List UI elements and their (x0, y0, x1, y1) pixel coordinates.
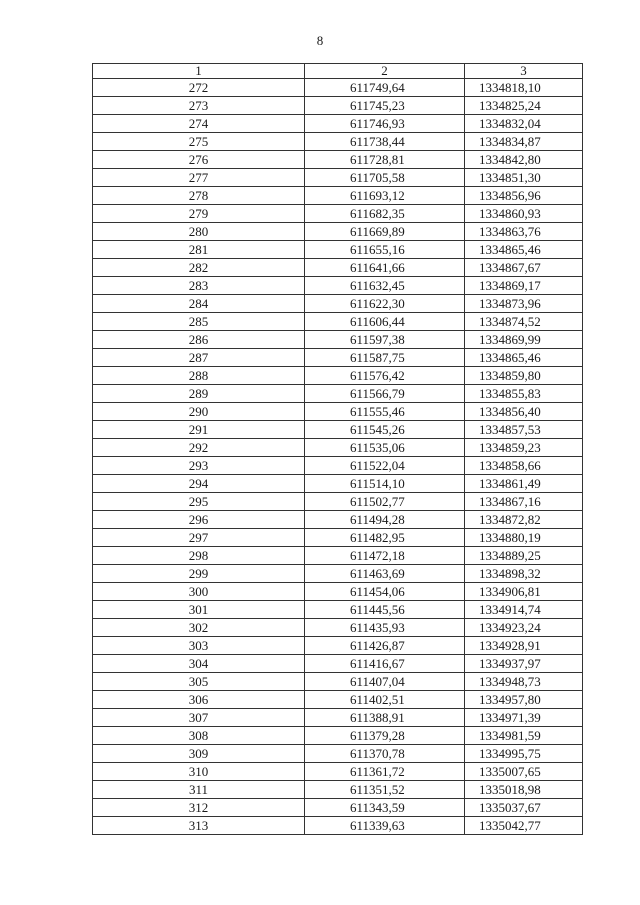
x-coordinate-cell: 611514,10 (305, 475, 465, 493)
table-row (93, 529, 583, 547)
point-number-cell: 308 (93, 727, 305, 745)
table-row (93, 619, 583, 637)
table-row (93, 583, 583, 601)
x-coordinate-cell: 611632,45 (305, 277, 465, 295)
y-coordinate-cell: 1335018,98 (465, 781, 583, 799)
table-row (93, 241, 583, 259)
point-number-cell: 300 (93, 583, 305, 601)
point-number-cell: 298 (93, 547, 305, 565)
y-coordinate-cell: 1334957,80 (465, 691, 583, 709)
point-number-cell: 275 (93, 133, 305, 151)
x-coordinate-cell: 611545,26 (305, 421, 465, 439)
table-row (93, 313, 583, 331)
x-coordinate-cell: 611522,04 (305, 457, 465, 475)
y-coordinate-cell: 1334981,59 (465, 727, 583, 745)
table-row (93, 79, 583, 97)
y-coordinate-cell: 1334856,96 (465, 187, 583, 205)
x-coordinate-cell: 611682,35 (305, 205, 465, 223)
table-row (93, 817, 583, 835)
x-coordinate-cell: 611655,16 (305, 241, 465, 259)
table-row (93, 115, 583, 133)
y-coordinate-cell: 1334865,46 (465, 349, 583, 367)
table-row (93, 259, 583, 277)
y-coordinate-cell: 1334858,66 (465, 457, 583, 475)
y-coordinate-cell: 1334865,46 (465, 241, 583, 259)
table-row (93, 439, 583, 457)
y-coordinate-cell: 1334914,74 (465, 601, 583, 619)
y-coordinate-cell: 1334948,73 (465, 673, 583, 691)
y-coordinate-cell: 1334832,04 (465, 115, 583, 133)
point-number-cell: 279 (93, 205, 305, 223)
table-row (93, 151, 583, 169)
point-number-cell: 309 (93, 745, 305, 763)
x-coordinate-cell: 611463,69 (305, 565, 465, 583)
x-coordinate-cell: 611370,78 (305, 745, 465, 763)
x-coordinate-cell: 611482,95 (305, 529, 465, 547)
table-row (93, 655, 583, 673)
x-coordinate-cell: 611535,06 (305, 439, 465, 457)
point-number-cell: 284 (93, 295, 305, 313)
point-number-cell: 286 (93, 331, 305, 349)
x-coordinate-cell: 611416,67 (305, 655, 465, 673)
y-coordinate-cell: 1334860,93 (465, 205, 583, 223)
y-coordinate-cell: 1334851,30 (465, 169, 583, 187)
point-number-cell: 292 (93, 439, 305, 457)
x-coordinate-cell: 611746,93 (305, 115, 465, 133)
x-coordinate-cell: 611738,44 (305, 133, 465, 151)
x-coordinate-cell: 611435,93 (305, 619, 465, 637)
point-number-cell: 281 (93, 241, 305, 259)
table-row (93, 763, 583, 781)
point-number-cell: 306 (93, 691, 305, 709)
y-coordinate-cell: 1334859,23 (465, 439, 583, 457)
table-row (93, 727, 583, 745)
x-coordinate-cell: 611379,28 (305, 727, 465, 745)
x-coordinate-cell: 611749,64 (305, 79, 465, 97)
y-coordinate-cell: 1334880,19 (465, 529, 583, 547)
table-row (93, 223, 583, 241)
point-number-cell: 313 (93, 817, 305, 835)
point-number-cell: 290 (93, 403, 305, 421)
table-row (93, 781, 583, 799)
point-number-cell: 297 (93, 529, 305, 547)
y-coordinate-cell: 1334874,52 (465, 313, 583, 331)
point-number-cell: 294 (93, 475, 305, 493)
x-coordinate-cell: 611669,89 (305, 223, 465, 241)
x-coordinate-cell: 611361,72 (305, 763, 465, 781)
point-number-cell: 296 (93, 511, 305, 529)
table-row (93, 133, 583, 151)
column-header-y: 3 (465, 64, 583, 79)
y-coordinate-cell: 1334906,81 (465, 583, 583, 601)
table-row (93, 673, 583, 691)
point-number-cell: 278 (93, 187, 305, 205)
y-coordinate-cell: 1334856,40 (465, 403, 583, 421)
point-number-cell: 310 (93, 763, 305, 781)
table-row (93, 331, 583, 349)
y-coordinate-cell: 1334863,76 (465, 223, 583, 241)
point-number-cell: 283 (93, 277, 305, 295)
table-row (93, 349, 583, 367)
point-number-cell: 274 (93, 115, 305, 133)
x-coordinate-cell: 611587,75 (305, 349, 465, 367)
table-row (93, 547, 583, 565)
point-number-cell: 299 (93, 565, 305, 583)
table-row (93, 385, 583, 403)
y-coordinate-cell: 1334857,53 (465, 421, 583, 439)
y-coordinate-cell: 1334873,96 (465, 295, 583, 313)
x-coordinate-cell: 611502,77 (305, 493, 465, 511)
point-number-cell: 273 (93, 97, 305, 115)
y-coordinate-cell: 1334867,16 (465, 493, 583, 511)
y-coordinate-cell: 1334867,67 (465, 259, 583, 277)
y-coordinate-cell: 1335042,77 (465, 817, 583, 835)
table-row (93, 637, 583, 655)
y-coordinate-cell: 1334825,24 (465, 97, 583, 115)
x-coordinate-cell: 611606,44 (305, 313, 465, 331)
y-coordinate-cell: 1334889,25 (465, 547, 583, 565)
y-coordinate-cell: 1334834,87 (465, 133, 583, 151)
x-coordinate-cell: 611472,18 (305, 547, 465, 565)
table-body (93, 79, 583, 835)
point-number-cell: 285 (93, 313, 305, 331)
point-number-cell: 293 (93, 457, 305, 475)
point-number-cell: 288 (93, 367, 305, 385)
table-row (93, 691, 583, 709)
table-row (93, 421, 583, 439)
point-number-cell: 307 (93, 709, 305, 727)
column-header-x: 2 (305, 64, 465, 79)
y-coordinate-cell: 1334869,17 (465, 277, 583, 295)
table-row (93, 745, 583, 763)
x-coordinate-cell: 611622,30 (305, 295, 465, 313)
y-coordinate-cell: 1334859,80 (465, 367, 583, 385)
table-row (93, 277, 583, 295)
y-coordinate-cell: 1334937,97 (465, 655, 583, 673)
table-row (93, 97, 583, 115)
y-coordinate-cell: 1334855,83 (465, 385, 583, 403)
point-number-cell: 291 (93, 421, 305, 439)
x-coordinate-cell: 611705,58 (305, 169, 465, 187)
y-coordinate-cell: 1334818,10 (465, 79, 583, 97)
point-number-cell: 287 (93, 349, 305, 367)
table-row (93, 565, 583, 583)
x-coordinate-cell: 611402,51 (305, 691, 465, 709)
point-number-cell: 289 (93, 385, 305, 403)
y-coordinate-cell: 1334923,24 (465, 619, 583, 637)
table-row (93, 367, 583, 385)
x-coordinate-cell: 611566,79 (305, 385, 465, 403)
table-row (93, 799, 583, 817)
table-header-row (93, 64, 583, 79)
x-coordinate-cell: 611388,91 (305, 709, 465, 727)
table-row (93, 457, 583, 475)
y-coordinate-cell: 1334995,75 (465, 745, 583, 763)
page-number: 8 (316, 33, 324, 48)
point-number-cell: 305 (93, 673, 305, 691)
y-coordinate-cell: 1335037,67 (465, 799, 583, 817)
table-row (93, 403, 583, 421)
x-coordinate-cell: 611343,59 (305, 799, 465, 817)
y-coordinate-cell: 1334872,82 (465, 511, 583, 529)
point-number-cell: 311 (93, 781, 305, 799)
table-row (93, 205, 583, 223)
table-row (93, 709, 583, 727)
point-number-cell: 277 (93, 169, 305, 187)
x-coordinate-cell: 611339,63 (305, 817, 465, 835)
x-coordinate-cell: 611693,12 (305, 187, 465, 205)
table-row (93, 187, 583, 205)
point-number-cell: 301 (93, 601, 305, 619)
x-coordinate-cell: 611494,28 (305, 511, 465, 529)
point-number-cell: 272 (93, 79, 305, 97)
column-header-point-number: 1 (93, 64, 305, 79)
x-coordinate-cell: 611445,56 (305, 601, 465, 619)
point-number-cell: 304 (93, 655, 305, 673)
x-coordinate-cell: 611745,23 (305, 97, 465, 115)
x-coordinate-cell: 611426,87 (305, 637, 465, 655)
x-coordinate-cell: 611454,06 (305, 583, 465, 601)
x-coordinate-cell: 611407,04 (305, 673, 465, 691)
y-coordinate-cell: 1334869,99 (465, 331, 583, 349)
y-coordinate-cell: 1334861,49 (465, 475, 583, 493)
point-number-cell: 276 (93, 151, 305, 169)
coordinates-table (92, 63, 583, 835)
table-row (93, 169, 583, 187)
point-number-cell: 280 (93, 223, 305, 241)
table-row (93, 493, 583, 511)
point-number-cell: 302 (93, 619, 305, 637)
x-coordinate-cell: 611555,46 (305, 403, 465, 421)
x-coordinate-cell: 611728,81 (305, 151, 465, 169)
x-coordinate-cell: 611641,66 (305, 259, 465, 277)
point-number-cell: 312 (93, 799, 305, 817)
y-coordinate-cell: 1334928,91 (465, 637, 583, 655)
table-row (93, 511, 583, 529)
y-coordinate-cell: 1334898,32 (465, 565, 583, 583)
y-coordinate-cell: 1334842,80 (465, 151, 583, 169)
table-row (93, 601, 583, 619)
point-number-cell: 303 (93, 637, 305, 655)
point-number-cell: 282 (93, 259, 305, 277)
x-coordinate-cell: 611576,42 (305, 367, 465, 385)
point-number-cell: 295 (93, 493, 305, 511)
table-row (93, 475, 583, 493)
y-coordinate-cell: 1335007,65 (465, 763, 583, 781)
x-coordinate-cell: 611597,38 (305, 331, 465, 349)
y-coordinate-cell: 1334971,39 (465, 709, 583, 727)
table-row (93, 295, 583, 313)
x-coordinate-cell: 611351,52 (305, 781, 465, 799)
